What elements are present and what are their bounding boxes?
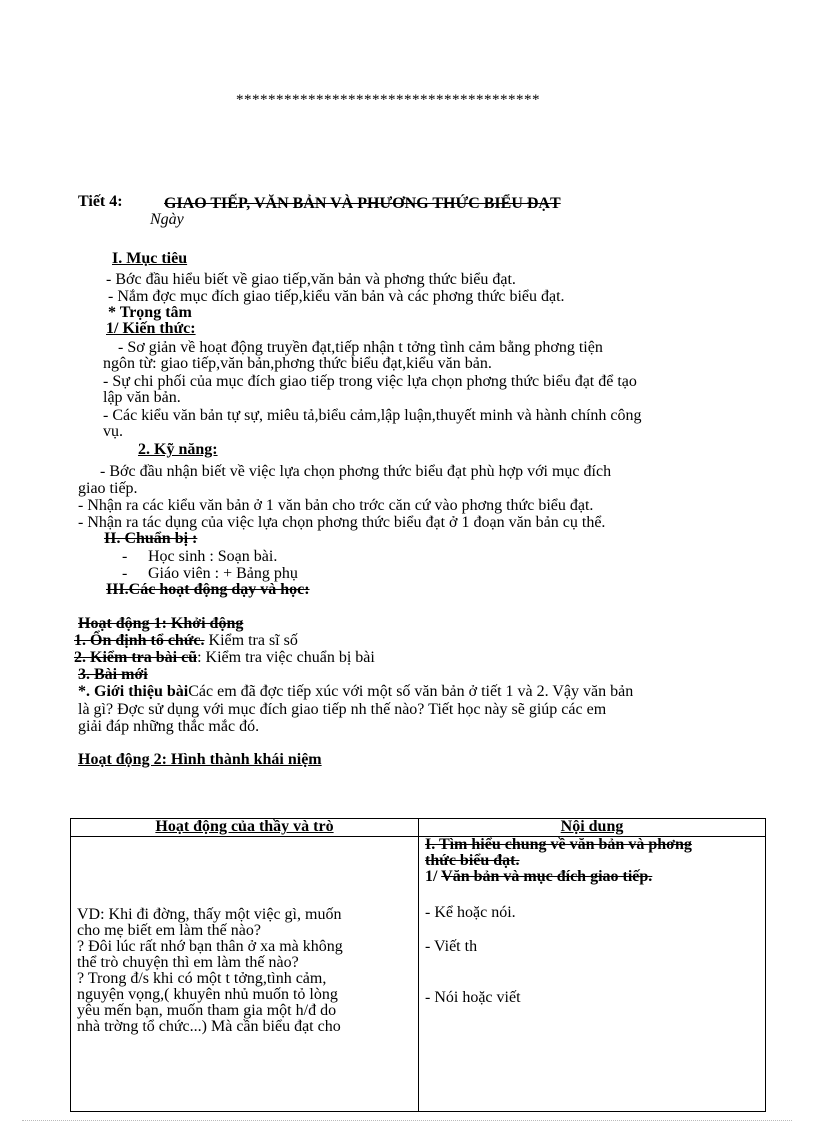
activity-text: ? Trong đ/s khi có một t tởng,tình cảm, — [77, 970, 327, 987]
activity-step — [74, 649, 375, 666]
subheading-text: Văn bản và mục đích giao tiếp. — [441, 868, 653, 885]
activity-heading: Hoạt động 2: Hình thành khái niệm — [78, 751, 322, 768]
activity-text: ? Đôi lúc rất nhớ bạn thân ở xa mà không — [77, 938, 343, 955]
step-text: : Kiểm tra việc chuẩn bị bài — [197, 649, 375, 666]
content-text: - Nói hoặc viết — [425, 989, 521, 1006]
page-bottom-divider — [22, 1120, 792, 1121]
step-text: Kiểm tra sĩ số — [204, 632, 298, 649]
activity-table — [70, 818, 766, 1112]
step-label: 3. Bài mới — [78, 666, 148, 683]
table-cell-activities — [71, 837, 419, 1112]
knowledge-line: ngôn từ: giao tiếp,văn bản,phơng thức biểu đạt,kiểu văn bản. — [103, 355, 492, 372]
activity-text: nhà trờng tổ chức...) Mà cần biểu đạt cho — [77, 1018, 341, 1035]
bullet-dash: - — [122, 565, 128, 582]
activity-heading: Hoạt động 1: Khởi động — [78, 615, 244, 632]
intro-line: giải đáp những thắc mắc đó. — [78, 718, 260, 735]
lesson-title: GIAO TIẾP, VĂN BẢN VÀ PHƯƠNG THỨC BIỂU ĐẠT — [164, 195, 561, 212]
content-text: - Kể hoặc nói. — [425, 904, 516, 921]
content-subheading — [425, 869, 759, 885]
skill-line: - Nhận ra tác dụng của việc lựa chọn phơng thức biểu đạt ở 1 đoạn văn bản cụ thể. — [78, 514, 606, 531]
activity-text: yêu mến bạn, muốn tham gia một h/đ do — [77, 1002, 337, 1019]
knowledge-heading: 1/ Kiến thức: — [106, 320, 196, 337]
skill-line: - Nhận ra các kiểu văn bản ở 1 văn bản cho trớc căn cứ vào phơng thức biểu đạt. — [78, 497, 594, 514]
section-heading: II. Chuẩn bị : — [104, 530, 198, 547]
content-heading: I. Tìm hiểu chung về văn bản và phơng — [425, 836, 692, 853]
separator-stars: ************************************** — [236, 92, 540, 108]
step-label: 1. Ổn định tổ chức. — [74, 632, 205, 649]
lesson-date-label: Ngày — [150, 211, 184, 228]
skill-line: - Bớc đầu nhận biết về việc lựa chọn phơng thức biểu đạt phù hợp với mục đích — [100, 463, 612, 480]
prep-item: Giáo viên : + Bảng phụ — [148, 565, 298, 582]
activity-text: cho mẹ biết em làm thế nào? — [77, 922, 261, 939]
step-label: 2. Kiểm tra bài cũ — [74, 649, 198, 666]
skill-line: giao tiếp. — [78, 480, 138, 497]
activity-step — [74, 632, 298, 649]
knowledge-line: vụ. — [103, 423, 123, 440]
knowledge-line: lập văn bản. — [103, 389, 181, 406]
activity-text: VD: Khi đi đờng, thấy một việc gì, muốn — [77, 906, 342, 923]
focus-heading: * Trọng tâm — [108, 304, 192, 321]
content-heading: thức biểu đạt. — [425, 852, 520, 869]
section-heading: I. Mục tiêu — [112, 250, 188, 267]
activity-text: thể trò chuyện thì em làm thế nào? — [77, 954, 299, 971]
skill-heading: 2. Kỹ năng: — [138, 441, 218, 458]
subheading-number: 1/ — [425, 868, 442, 885]
knowledge-line: - Sự chi phối của mục đích giao tiếp trong việc lựa chọn phơng thức biểu đạt để tạo — [103, 373, 637, 390]
intro-line: là gì? Đợc sử dụng với mục đích giao tiếp nh thế nào? Tiết học này sẽ giúp các em — [78, 701, 607, 718]
table-header-content: Nội dung — [419, 819, 766, 837]
intro-line — [78, 683, 633, 700]
intro-text: Các em đã đợc tiếp xúc với một số văn bản ở tiết 1 và 2. Vậy văn bản — [188, 683, 634, 700]
knowledge-line: - Các kiểu văn bản tự sự, miêu tả,biểu cảm,lập luận,thuyết minh và hành chính công — [103, 407, 642, 424]
prep-item: Học sinh : Soạn bài. — [148, 548, 278, 565]
content-text: - Viết th — [425, 938, 478, 955]
table-cell-content — [419, 837, 766, 1112]
table-row — [71, 837, 766, 1112]
objective-line: - Bớc đầu hiểu biết về giao tiếp,văn bản và phơng thức biểu đạt. — [106, 271, 516, 288]
bullet-dash: - — [122, 548, 128, 565]
objective-line: - Nắm đợc mục đích giao tiếp,kiểu văn bản và các phơng thức biểu đạt. — [108, 288, 565, 305]
table-header-row — [71, 819, 766, 837]
lesson-label: Tiết 4: — [78, 193, 123, 210]
section-heading: III.Các hoạt động dạy và học: — [106, 581, 310, 598]
activity-text: nguyện vọng,( khuyên nhủ muốn tỏ lòng — [77, 986, 338, 1003]
knowledge-line: - Sơ giản về hoạt động truyền đạt,tiếp nhận t tởng tình cảm bằng phơng tiện — [118, 339, 603, 356]
table-header-teacher-student: Hoạt động của thầy và trò — [71, 819, 419, 837]
intro-label: *. Giới thiệu bài — [78, 683, 189, 700]
